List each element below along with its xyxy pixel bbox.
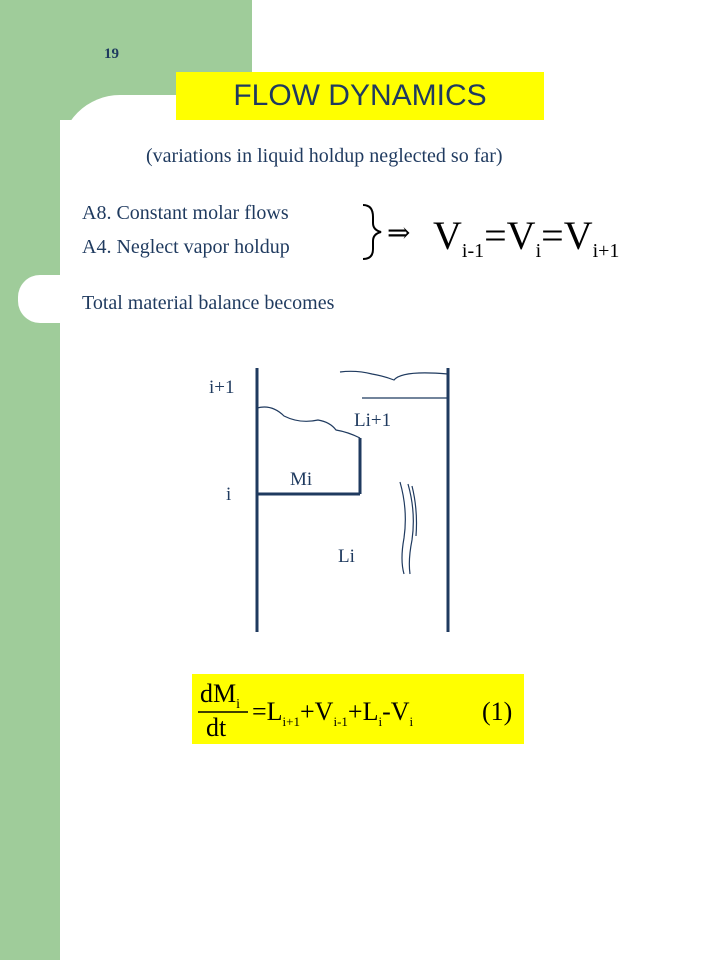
implies-arrow: ⇒ [387, 216, 411, 249]
flow-line-2 [408, 484, 413, 574]
assumption-a8: A8. Constant molar flows [82, 202, 289, 224]
subtitle: (variations in liquid holdup neglected so far) [146, 145, 503, 167]
balance-terms: $=L_{i+1}+V_{i-1}+L_i-V_i$ [252, 697, 414, 729]
v-term-3: V [563, 213, 593, 258]
liquid-surface-below [257, 407, 360, 438]
v-term-1: V [433, 213, 462, 258]
brace-icon [363, 205, 381, 259]
numerator: $dM_i$ [200, 679, 241, 712]
equals-2: = [541, 213, 564, 258]
label-tray-above: i+1 [209, 377, 235, 398]
vapor-flow-terms [433, 213, 619, 262]
equals-1: = [484, 213, 507, 258]
page-number: 19 [104, 46, 119, 62]
vapor-flow-equation [355, 197, 655, 267]
v-sub-3: i+1 [592, 240, 620, 262]
title-box [176, 72, 544, 120]
label-holdup: Mi [290, 469, 313, 490]
balance-equation [192, 674, 524, 744]
v-sub-2: i [535, 240, 542, 262]
tray-diagram [190, 360, 490, 640]
decor-green-tab [0, 275, 60, 323]
label-liquid: Li [338, 546, 355, 567]
decor-green-band [0, 0, 60, 960]
equation-number: (1) [482, 697, 513, 726]
label-liquid-above: Li+1 [354, 410, 392, 431]
page-title: FLOW DYNAMICS [233, 79, 487, 112]
balance-equation-box [192, 674, 524, 744]
term-l: +L [347, 697, 379, 726]
balance-text: Total material balance becomes [82, 292, 335, 314]
term-v: -V [382, 697, 410, 726]
flow-line-1 [400, 482, 405, 574]
term-l-above: =L [252, 697, 283, 726]
liquid-surface-above [340, 371, 448, 380]
v-sub-1: i-1 [461, 240, 485, 262]
denominator: dt [206, 713, 227, 742]
assumption-a4: A4. Neglect vapor holdup [82, 236, 290, 258]
term-v-below: +V [300, 697, 334, 726]
v-term-2: V [506, 213, 536, 258]
label-tray: i [226, 484, 232, 505]
